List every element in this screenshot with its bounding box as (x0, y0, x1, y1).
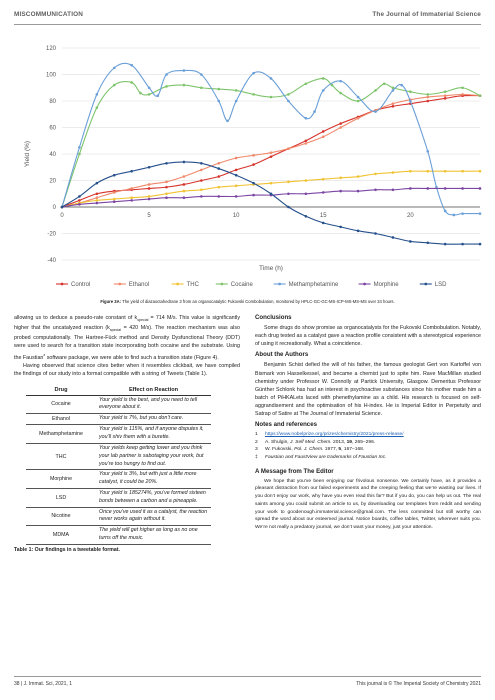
about-heading: About the Authors (255, 351, 309, 359)
data-point-thc (322, 178, 325, 181)
data-point-lsd (130, 170, 133, 173)
y-tick-label: 20 (49, 178, 56, 185)
data-point-thc (357, 175, 360, 178)
paragraph-clickbait: Having observed that science cites better when it resembles clickbait, we have compiled the findings of our study into a format compatible with a string of Tweets (Table 1). (14, 363, 240, 378)
data-point-cocaine (96, 106, 99, 109)
data-point-thc (270, 182, 273, 185)
data-point-cocaine (479, 94, 482, 97)
series-line-morphine (62, 188, 480, 207)
figure-caption-label: Figure 3A: (100, 299, 122, 304)
left-column (14, 314, 240, 554)
data-point-thc (339, 177, 342, 180)
data-point-lsd (287, 206, 290, 209)
legend-label: Morphine (373, 282, 399, 289)
data-point-control (165, 186, 168, 189)
data-point-thc (479, 170, 482, 173)
data-point-lsd (461, 243, 464, 246)
data-point-ethanol (444, 94, 447, 97)
table-header-effect: Effect on Reaction (96, 385, 211, 396)
editor-message-text: We hope that you’ve been enjoying our frivolous nonsense. We certainly have, as it provides a pleasant distraction from our failed experiments and the creeping feeling that we’re wasting our lives. If you don’t enjoy our work, why have you even read this far? But if you do, you can help us out. The real saints among you could submit an article to us, by downloading our templates from reddit and sending your work to goodenough.immaterial.science@gmail.com. The less committed but still worthy can spread the word about our esteemed journal. Notice boards, coffee tables, Twitter, wherever suits you. We’re not really a predatory journal, we don’t want your money, just your attention. (255, 478, 481, 531)
series-line-thc (62, 171, 480, 207)
data-point-thc (165, 192, 168, 195)
data-point-ethanol (113, 191, 116, 194)
data-point-methamphetamine (270, 77, 273, 80)
data-point-methamphetamine (113, 67, 116, 70)
data-point-morphine (392, 188, 395, 191)
table-row (26, 443, 211, 469)
data-point-ethanol (148, 183, 151, 186)
legend-marker (363, 283, 366, 286)
data-point-ethanol (426, 96, 429, 99)
data-point-ethanol (322, 135, 325, 138)
data-point-ethanol (235, 157, 238, 160)
data-point-morphine (357, 190, 360, 193)
reference-item: 2 A. Shulgin, J. Self Med. Chem. 2013, 19, 265–296. (255, 439, 376, 445)
data-point-morphine (200, 195, 203, 198)
data-point-lsd (374, 232, 377, 235)
y-tick-label: 60 (49, 125, 56, 132)
data-point-ethanol (183, 175, 186, 178)
data-point-lsd (113, 174, 116, 177)
table-row (26, 470, 211, 489)
table-cell-drug: Morphine (26, 470, 96, 489)
data-point-thc (444, 170, 447, 173)
table-row (26, 488, 211, 507)
table-header-drug: Drug (26, 385, 96, 396)
data-point-cocaine (200, 86, 203, 89)
data-point-cocaine (217, 88, 220, 91)
findings-table (26, 385, 211, 545)
data-point-ethanol (217, 162, 220, 165)
data-point-methamphetamine (313, 110, 316, 113)
data-point-thc (374, 173, 377, 176)
data-point-thc (148, 195, 151, 198)
data-point-methamphetamine (305, 117, 308, 120)
data-point-morphine (409, 187, 412, 190)
reference-item: 3 W. Fukovski, Pol. J. Chem. 1977, 5, 167–168. (255, 447, 365, 453)
data-point-methamphetamine (78, 146, 81, 149)
data-point-morphine (252, 194, 255, 197)
data-point-cocaine (113, 84, 116, 87)
data-point-thc (200, 188, 203, 191)
reference-link[interactable]: https://www.nobelprize.org/prizes/chemistry/2021/press-release/ (265, 432, 404, 438)
table-cell-drug: Cocaine (26, 395, 96, 414)
paragraph-rate-constant: allowing us to deduce a pseudo-rate constant of $k_{special} = 714$ M/s. This value is significantly higher that the uncatalyzed reaction ($k_{special} = 420$ M/s). The reaction mechanism was also probed computationally. The Hartree-Fück method and Density Dysfunctional Theory (DDT) were used to search for a transition state incorporating both cocaine and the substrate. Using the Faustian$^z$ software package, we were able to find such a transition state (Figure 4). (14, 315, 240, 361)
data-point-morphine (322, 191, 325, 194)
footer-rule (14, 676, 481, 677)
data-point-control (305, 139, 308, 142)
running-header (14, 11, 481, 23)
table-cell-drug: Methamphetamine (26, 425, 96, 444)
header-rule (14, 24, 481, 25)
x-tick-label: 20 (406, 213, 414, 219)
data-point-lsd (200, 162, 203, 165)
data-point-cocaine (148, 93, 151, 96)
data-point-cocaine (374, 89, 377, 92)
data-point-methamphetamine (479, 212, 482, 215)
data-point-methamphetamine (130, 64, 133, 67)
data-point-methamphetamine (235, 100, 238, 103)
data-point-thc (130, 196, 133, 199)
table-cell-effect: Your yield is 7%, but you don’t care. (96, 414, 211, 425)
data-point-lsd (78, 195, 81, 198)
data-point-control (392, 105, 395, 108)
data-point-ethanol (252, 154, 255, 157)
data-point-methamphetamine (444, 210, 447, 213)
data-point-methamphetamine (453, 214, 456, 217)
conclusions-text: Some drugs do show promise as organocatalysts for the Fukovski Combobulation. Notably, each drug tested as a catalyst gave a reaction profile consistent with a stereotypical experience of using it recreationally. What a coincidence. (255, 325, 481, 348)
data-point-cocaine (235, 89, 238, 92)
data-point-ethanol (96, 196, 99, 199)
figure-caption (14, 299, 481, 304)
x-tick-label: 5 (147, 213, 151, 219)
x-tick-label: 15 (319, 213, 327, 219)
data-point-lsd (409, 240, 412, 243)
data-point-morphine (235, 195, 238, 198)
data-point-morphine (444, 187, 447, 190)
table-row (26, 526, 211, 545)
data-point-cocaine (444, 90, 447, 93)
data-point-thc (183, 190, 186, 193)
y-tick-label: 100 (45, 72, 56, 79)
data-point-methamphetamine (287, 100, 290, 103)
data-point-methamphetamine (165, 73, 168, 76)
data-point-lsd (165, 162, 168, 165)
legend-marker (424, 283, 427, 286)
data-point-methamphetamine (226, 120, 229, 123)
data-point-lsd (61, 206, 64, 209)
data-point-cocaine (130, 81, 133, 84)
data-point-morphine (130, 199, 133, 202)
data-point-methamphetamine (392, 89, 395, 92)
data-point-control (270, 155, 273, 158)
series-line-methamphetamine (62, 63, 480, 215)
data-point-control (217, 175, 220, 178)
data-point-morphine (165, 196, 168, 199)
data-point-control (235, 169, 238, 172)
data-point-lsd (444, 243, 447, 246)
references-list (255, 431, 481, 461)
data-point-cocaine (426, 93, 429, 96)
data-point-thc (217, 186, 220, 189)
table-cell-drug: Ethanol (26, 414, 96, 425)
table-cell-effect: The yield will get higher as long as no one turns off the music. (96, 526, 211, 545)
table-cell-drug: MDMA (26, 526, 96, 545)
notes-heading: Notes and references (255, 421, 317, 429)
legend-label: Methamphetamine (288, 282, 339, 289)
data-point-cocaine (339, 92, 342, 95)
data-point-thc (392, 171, 395, 174)
reference-item: ‡ Faustian and FaustView are trademarks of Faustian Inc. (255, 455, 387, 460)
data-point-cocaine (139, 92, 142, 95)
data-point-morphine (426, 187, 429, 190)
header-journal-name: The Journal of Immaterial Science (372, 11, 481, 18)
table-row (26, 395, 211, 414)
y-tick-label: 80 (49, 99, 56, 106)
table-cell-effect: Your yield is the best, and you need to tell everyone about it. (96, 395, 211, 414)
data-point-cocaine (409, 90, 412, 93)
data-point-morphine (148, 198, 151, 201)
data-point-thc (113, 198, 116, 201)
x-tick-label: 0 (60, 213, 64, 219)
data-point-morphine (339, 190, 342, 193)
table-cell-drug: LSD (26, 488, 96, 507)
data-point-morphine (287, 192, 290, 195)
x-tick-label: 10 (232, 213, 240, 219)
series-line-ethanol (62, 94, 480, 207)
y-tick-label: -20 (47, 231, 56, 238)
table-row (26, 507, 211, 526)
data-point-lsd (322, 222, 325, 225)
data-point-control (339, 122, 342, 125)
data-point-control (148, 187, 151, 190)
data-point-thc (96, 199, 99, 202)
data-point-cocaine (252, 93, 255, 96)
table-cell-effect: Your yield is 185274%, you’ve formed sixteen bonds between a carbon and a pineapple. (96, 488, 211, 507)
data-point-control (96, 192, 99, 195)
data-point-morphine (113, 200, 116, 203)
conclusions-heading: Conclusions (255, 314, 292, 321)
data-point-ethanol (270, 151, 273, 154)
table-caption: Table 1: Our findings in a tweetable format. (14, 546, 120, 553)
data-point-lsd (270, 192, 273, 195)
data-point-methamphetamine (322, 89, 325, 92)
legend-label: LSD (434, 282, 447, 289)
data-point-morphine (217, 195, 220, 198)
legend-label: Ethanol (128, 282, 150, 289)
data-point-cocaine (322, 77, 325, 80)
legend-label: Control (71, 282, 91, 289)
data-point-ethanol (339, 126, 342, 129)
y-axis-label: Yield (%) (24, 140, 31, 168)
data-point-morphine (305, 192, 308, 195)
footer-copyright: This journal is © The Imperial Society of Chemistry 2021 (356, 681, 481, 687)
data-point-cocaine (270, 96, 273, 99)
data-point-methamphetamine (96, 93, 99, 96)
data-point-methamphetamine (156, 94, 159, 97)
header-section-label: MISCOMMUNICATION (14, 11, 84, 18)
data-point-methamphetamine (183, 69, 186, 72)
data-point-lsd (252, 182, 255, 185)
data-point-morphine (479, 187, 482, 190)
legend-marker (220, 283, 223, 286)
series-line-lsd (62, 162, 480, 244)
data-point-lsd (305, 215, 308, 218)
data-point-methamphetamine (461, 212, 464, 215)
data-point-lsd (339, 226, 342, 229)
figure-caption-text: The yield of diazaoctahedrane 3 from an organocatalytic Fukovski Combobulation, monitored by HPLC-GC-GC-MS-ICP-MS-MS-MS over 24 hours. (121, 299, 395, 304)
data-point-cocaine (461, 86, 464, 89)
data-point-thc (409, 170, 412, 173)
data-point-ethanol (287, 147, 290, 150)
data-point-lsd (426, 241, 429, 244)
data-point-methamphetamine (217, 100, 220, 103)
footer-citation: 38 | J. Immat. Sci, 2021, 1 (14, 681, 72, 687)
legend-label: Cocaine (230, 282, 253, 289)
table-cell-effect: Your yields keep getting lower and you think your lab partner is sabotaging your work, but you’re too hungry to find out. (96, 443, 211, 469)
data-point-cocaine (183, 84, 186, 87)
data-point-morphine (461, 187, 464, 190)
data-point-control (322, 130, 325, 133)
data-point-lsd (217, 167, 220, 170)
y-tick-label: 120 (45, 46, 56, 53)
data-point-methamphetamine (426, 150, 429, 153)
data-point-lsd (235, 174, 238, 177)
data-point-control (200, 179, 203, 182)
table-row (26, 425, 211, 444)
legend-marker (61, 283, 64, 286)
editor-message-heading: A Message from The Editor (255, 467, 334, 475)
data-point-morphine (183, 196, 186, 199)
data-point-control (252, 163, 255, 166)
right-column (255, 314, 481, 533)
data-point-control (426, 100, 429, 103)
data-point-methamphetamine (252, 72, 255, 75)
data-point-methamphetamine (374, 110, 377, 113)
data-point-thc (287, 181, 290, 184)
data-point-methamphetamine (409, 100, 412, 103)
data-point-methamphetamine (200, 73, 203, 76)
data-point-control (183, 183, 186, 186)
data-point-cocaine (305, 82, 308, 85)
data-point-cocaine (357, 100, 360, 103)
table-row (26, 414, 211, 425)
data-point-methamphetamine (148, 86, 151, 89)
data-point-ethanol (200, 169, 203, 172)
x-axis-label: Time (h) (259, 265, 283, 272)
data-point-methamphetamine (400, 84, 403, 87)
y-tick-label: -40 (47, 258, 56, 265)
table-cell-effect: Your yield is 3%, but with just a little more catalyst, it could be 20%. (96, 470, 211, 489)
data-point-ethanol (357, 117, 360, 120)
line-chart (0, 28, 495, 296)
data-point-ethanol (130, 187, 133, 190)
data-point-thc (235, 185, 238, 188)
legend-label: THC (186, 282, 199, 289)
data-point-control (444, 97, 447, 100)
table-cell-drug: THC (26, 443, 96, 469)
data-point-lsd (183, 161, 186, 164)
data-point-methamphetamine (357, 96, 360, 99)
data-point-cocaine (287, 93, 290, 96)
data-point-cocaine (78, 153, 81, 156)
data-point-lsd (148, 166, 151, 169)
data-point-control (78, 199, 81, 202)
data-point-lsd (392, 236, 395, 239)
data-point-ethanol (461, 93, 464, 96)
data-point-lsd (96, 182, 99, 185)
legend-marker (278, 283, 281, 286)
data-point-ethanol (165, 181, 168, 184)
legend-marker (118, 283, 121, 286)
data-point-lsd (479, 243, 482, 246)
y-tick-label: 40 (49, 152, 56, 159)
data-point-morphine (96, 202, 99, 205)
data-point-thc (461, 170, 464, 173)
table-cell-drug: Nicotine (26, 507, 96, 526)
table-cell-effect: Once you’ve used it as a catalyst, the reaction never works again without it. (96, 507, 211, 526)
data-point-lsd (357, 230, 360, 233)
y-tick-label: 0 (52, 205, 56, 212)
data-point-ethanol (392, 102, 395, 105)
data-point-cocaine (383, 82, 386, 85)
data-point-methamphetamine (339, 80, 342, 83)
data-point-ethanol (305, 142, 308, 145)
table-cell-effect: Your yield is 115%, and if anyone disputes it, you’ll shiv them with a burette. (96, 425, 211, 444)
data-point-thc (426, 170, 429, 173)
data-point-thc (305, 179, 308, 182)
reference-item: 1 https://www.nobelprize.org/prizes/chemistry/2021/press-release/ (255, 431, 481, 439)
about-text: Benjamin Schist defied the will of his father, the famous geologist Gert von Kartoffel von Bismark von Hasselkessel, and became a chemist just to spite him. Rave MacMillan studied chemistry under Professor W. Connolly at Partick University, Glasgow. Demeritus Professor Günther Schlonk has had an interest in psychoactive substances since his mother made him a batch of PiHKALets laced with phenethylamine as a child. His research is focused on self-aggrandisement and the optimisation of his H-index. He is Imperial Editor in Perpetuity and Satrap of Satire at The Journal of Immaterial Science. (255, 362, 481, 418)
data-point-morphine (78, 203, 81, 206)
data-point-morphine (374, 188, 377, 191)
data-point-cocaine (165, 85, 168, 88)
legend-marker (176, 283, 179, 286)
